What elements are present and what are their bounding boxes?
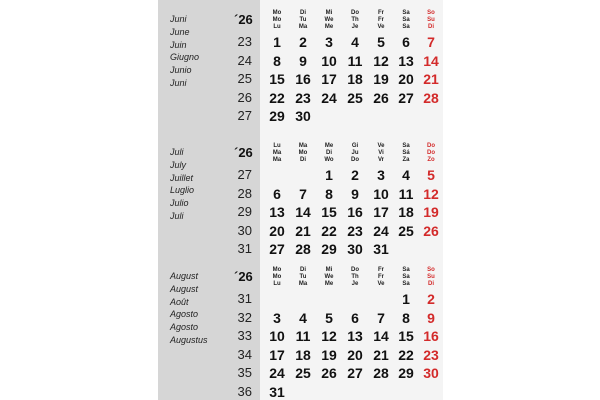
weekday-abbrev: Di <box>326 150 332 156</box>
day-number: 25 <box>295 365 311 382</box>
weekday-header <box>345 10 365 31</box>
weekday-abbrev: Je <box>351 281 359 287</box>
day-number: 17 <box>373 204 389 221</box>
day-number: 1 <box>273 34 281 50</box>
day-number: 13 <box>347 328 363 345</box>
day-number: 9 <box>427 309 435 326</box>
day-number: 1 <box>325 167 333 183</box>
week-number: 36 <box>237 384 252 399</box>
month-name: Julio <box>170 198 189 209</box>
weekday-abbrev: Di <box>428 281 434 287</box>
day-number: 9 <box>299 52 307 69</box>
day-number: 18 <box>295 346 311 363</box>
week-number: 35 <box>237 365 252 381</box>
margin-panel <box>443 0 600 400</box>
weekday-header <box>421 143 441 164</box>
month-name: August <box>170 283 199 294</box>
month-name: Augustus <box>170 335 208 345</box>
day-number: 6 <box>351 309 359 326</box>
day-number: 30 <box>347 241 363 258</box>
weekday-abbrev: Do <box>351 157 359 163</box>
weekday-abbrev: Lu <box>273 281 281 287</box>
day-number: 23 <box>295 89 311 106</box>
year-label: ´26 <box>234 145 253 160</box>
month-name: Giugno <box>170 52 200 63</box>
year-label: ´26 <box>234 269 253 284</box>
weekday-abbrev: Fr <box>378 267 384 273</box>
day-number: 3 <box>377 167 385 183</box>
day-number: 4 <box>299 309 307 326</box>
weekday-abbrev: Do <box>427 150 435 156</box>
day-number: 1 <box>402 291 410 307</box>
weekday-header <box>345 267 365 288</box>
day-number: 7 <box>377 309 385 326</box>
weekday-abbrev: Mo <box>298 150 308 156</box>
day-number: 16 <box>423 328 439 345</box>
day-number: 13 <box>269 204 285 221</box>
day-number: 15 <box>398 328 414 345</box>
month-name: Luglio <box>170 185 195 196</box>
weekday-abbrev: So <box>427 10 435 16</box>
day-number: 7 <box>299 185 307 202</box>
day-number: 24 <box>321 89 337 106</box>
day-number: 11 <box>398 185 414 202</box>
weekday-abbrev: Di <box>428 24 434 30</box>
day-number: 6 <box>273 185 281 202</box>
month-name: Juillet <box>170 172 194 183</box>
day-number: 22 <box>321 222 337 239</box>
day-number: 12 <box>373 52 389 69</box>
weekday-abbrev: We <box>324 274 334 280</box>
weekday-header <box>421 10 441 31</box>
day-number: 11 <box>347 52 363 69</box>
day-number: 5 <box>427 167 435 183</box>
day-number: 28 <box>423 89 439 106</box>
day-number: 12 <box>321 328 337 345</box>
day-number: 29 <box>321 241 337 258</box>
weekday-abbrev: Do <box>427 143 435 149</box>
weekday-abbrev: Lu <box>273 143 281 149</box>
day-number: 3 <box>325 34 333 50</box>
weekday-abbrev: Ma <box>298 281 308 287</box>
week-number: 29 <box>237 204 252 220</box>
weekday-abbrev: Ma <box>272 157 282 163</box>
weekday-header <box>396 143 416 164</box>
month-name: June <box>170 26 190 37</box>
day-number: 25 <box>347 89 363 106</box>
weekday-abbrev: Di <box>300 157 306 163</box>
weekday-abbrev: Th <box>351 274 359 280</box>
day-number: 26 <box>423 222 439 239</box>
weekday-abbrev: Mo <box>272 267 282 273</box>
weekday-abbrev: Sá <box>402 150 410 156</box>
day-number: 24 <box>269 365 285 382</box>
day-number: 2 <box>299 34 307 50</box>
day-number: 20 <box>398 71 414 88</box>
month-name: Juin <box>170 39 187 50</box>
weekday-abbrev: Wo <box>324 157 334 163</box>
weekday-header <box>421 267 441 288</box>
day-number: 22 <box>398 346 414 363</box>
weekday-header <box>293 10 313 31</box>
weekday-abbrev: Th <box>351 17 359 23</box>
day-number: 14 <box>373 328 389 345</box>
day-number: 17 <box>321 71 337 88</box>
day-number: 16 <box>295 71 311 88</box>
weekday-abbrev: Sa <box>402 10 410 16</box>
month-name: Juli <box>170 147 184 157</box>
weekday-abbrev: Ve <box>377 143 385 149</box>
day-number: 23 <box>423 346 439 363</box>
week-number: 23 <box>237 34 252 49</box>
day-number: 20 <box>347 346 363 363</box>
week-number: 26 <box>237 89 252 105</box>
week-number: 30 <box>237 222 252 238</box>
weekday-abbrev: Lu <box>273 24 281 30</box>
day-number: 15 <box>269 71 285 88</box>
weekday-abbrev: We <box>324 17 334 23</box>
day-number: 15 <box>321 204 337 221</box>
day-number: 17 <box>269 346 285 363</box>
month-name: Août <box>170 296 189 307</box>
weekday-abbrev: Mi <box>325 267 333 273</box>
day-number: 20 <box>269 222 285 239</box>
weekday-header <box>371 10 391 31</box>
weekday-header <box>345 143 365 164</box>
weekday-abbrev: Ve <box>377 281 385 287</box>
weekday-abbrev: Fr <box>378 17 384 23</box>
weekday-header <box>319 267 339 288</box>
day-number: 29 <box>398 365 414 382</box>
week-number: 25 <box>237 71 252 87</box>
day-number: 11 <box>295 328 311 345</box>
weekday-abbrev: Vr <box>377 157 384 163</box>
day-number: 29 <box>269 108 285 125</box>
day-number: 10 <box>373 185 389 202</box>
month-name: Juni <box>170 78 187 88</box>
weekday-abbrev: Tu <box>299 274 307 280</box>
weekday-abbrev: Sa <box>402 281 410 287</box>
weekday-abbrev: Sa <box>402 24 410 30</box>
weekday-abbrev: Su <box>427 274 435 280</box>
weekday-abbrev: Di <box>300 10 306 16</box>
week-number: 24 <box>237 52 252 68</box>
weekday-abbrev: Za <box>402 157 410 163</box>
weekday-header <box>293 143 313 164</box>
day-number: 18 <box>347 71 363 88</box>
weekday-header <box>267 10 287 31</box>
day-number: 19 <box>423 204 439 221</box>
week-number: 27 <box>237 167 252 182</box>
day-number: 10 <box>321 52 337 69</box>
day-number: 4 <box>402 167 410 183</box>
weekday-header <box>267 143 287 164</box>
day-number: 7 <box>427 34 435 50</box>
weekday-abbrev: Gi <box>351 143 359 149</box>
weekday-abbrev: Do <box>351 10 359 16</box>
day-number: 22 <box>269 89 285 106</box>
weekday-abbrev: Me <box>324 24 334 30</box>
weekday-abbrev: Mo <box>272 274 282 280</box>
weekday-header <box>319 10 339 31</box>
month-name: Agosto <box>170 309 199 320</box>
day-number: 8 <box>402 309 410 326</box>
weekday-abbrev: Ma <box>298 24 308 30</box>
day-number: 14 <box>295 204 311 221</box>
weekday-header <box>396 10 416 31</box>
day-number: 21 <box>423 71 439 88</box>
day-number: 5 <box>325 309 333 326</box>
day-number: 26 <box>373 89 389 106</box>
day-number: 4 <box>351 34 359 50</box>
month-name: Juni <box>170 14 187 24</box>
weekday-abbrev: Vi <box>378 150 384 156</box>
day-number: 21 <box>373 346 389 363</box>
day-number: 31 <box>373 241 389 258</box>
weekday-abbrev: Ju <box>351 150 359 156</box>
month-name: Juli <box>170 211 184 221</box>
weekday-abbrev: Ma <box>272 150 282 156</box>
week-number: 28 <box>237 185 252 201</box>
day-number: 6 <box>402 34 410 50</box>
day-number: 5 <box>377 34 385 50</box>
day-number: 27 <box>269 241 285 258</box>
weekday-abbrev: Mo <box>272 10 282 16</box>
day-number: 3 <box>273 309 281 326</box>
weekday-header <box>371 267 391 288</box>
weekday-abbrev: Su <box>427 17 435 23</box>
day-number: 19 <box>373 71 389 88</box>
weekday-header <box>319 143 339 164</box>
day-number: 19 <box>321 346 337 363</box>
day-number: 25 <box>398 222 414 239</box>
year-label: ´26 <box>234 12 253 27</box>
day-number: 30 <box>423 365 439 382</box>
month-name: Junio <box>170 65 192 76</box>
day-number: 27 <box>347 365 363 382</box>
weekday-abbrev: Mo <box>272 17 282 23</box>
day-number: 13 <box>398 52 414 69</box>
day-number: 26 <box>321 365 337 382</box>
weekday-abbrev: Fr <box>378 10 384 16</box>
weekday-abbrev: Me <box>324 281 334 287</box>
weekday-abbrev: So <box>427 267 435 273</box>
weekday-abbrev: Tu <box>299 17 307 23</box>
day-number: 28 <box>295 241 311 258</box>
weekday-abbrev: Zo <box>427 157 435 163</box>
weekday-abbrev: Sa <box>402 143 410 149</box>
week-number: 31 <box>237 241 252 257</box>
month-name: July <box>170 159 187 170</box>
weekday-abbrev: Sa <box>402 17 410 23</box>
month-name: August <box>170 271 199 281</box>
weekday-abbrev: Sa <box>402 267 410 273</box>
day-number: 24 <box>373 222 389 239</box>
weekday-abbrev: Do <box>351 267 359 273</box>
day-number: 2 <box>351 167 359 183</box>
weekday-abbrev: Sa <box>402 274 410 280</box>
weekday-header <box>267 267 287 288</box>
weekday-abbrev: Mi <box>325 10 333 16</box>
day-number: 8 <box>325 185 333 202</box>
day-number: 31 <box>269 384 285 400</box>
day-number: 18 <box>398 204 414 221</box>
week-number: 32 <box>237 309 252 325</box>
weekday-abbrev: Di <box>300 267 306 273</box>
day-number: 21 <box>295 222 311 239</box>
week-number: 31 <box>237 291 252 306</box>
day-number: 14 <box>423 52 439 69</box>
day-number: 27 <box>398 89 414 106</box>
weekday-abbrev: Ve <box>377 24 385 30</box>
week-number: 27 <box>237 108 252 124</box>
month-name: Agosto <box>170 322 199 333</box>
day-number: 10 <box>269 328 285 345</box>
week-number: 34 <box>237 346 252 362</box>
week-number: 33 <box>237 328 252 344</box>
day-number: 23 <box>347 222 363 239</box>
weekday-abbrev: Ma <box>298 143 308 149</box>
weekday-abbrev: Je <box>351 24 359 30</box>
day-number: 8 <box>273 52 281 69</box>
weekday-abbrev: Me <box>324 143 334 149</box>
weekday-abbrev: Fr <box>378 274 384 280</box>
day-number: 30 <box>295 108 311 125</box>
day-number: 9 <box>351 185 359 202</box>
day-number: 12 <box>423 185 439 202</box>
weekday-header <box>396 267 416 288</box>
day-number: 2 <box>427 291 435 307</box>
day-number: 16 <box>347 204 363 221</box>
day-number: 28 <box>373 365 389 382</box>
weekday-header <box>371 143 391 164</box>
weekday-header <box>293 267 313 288</box>
